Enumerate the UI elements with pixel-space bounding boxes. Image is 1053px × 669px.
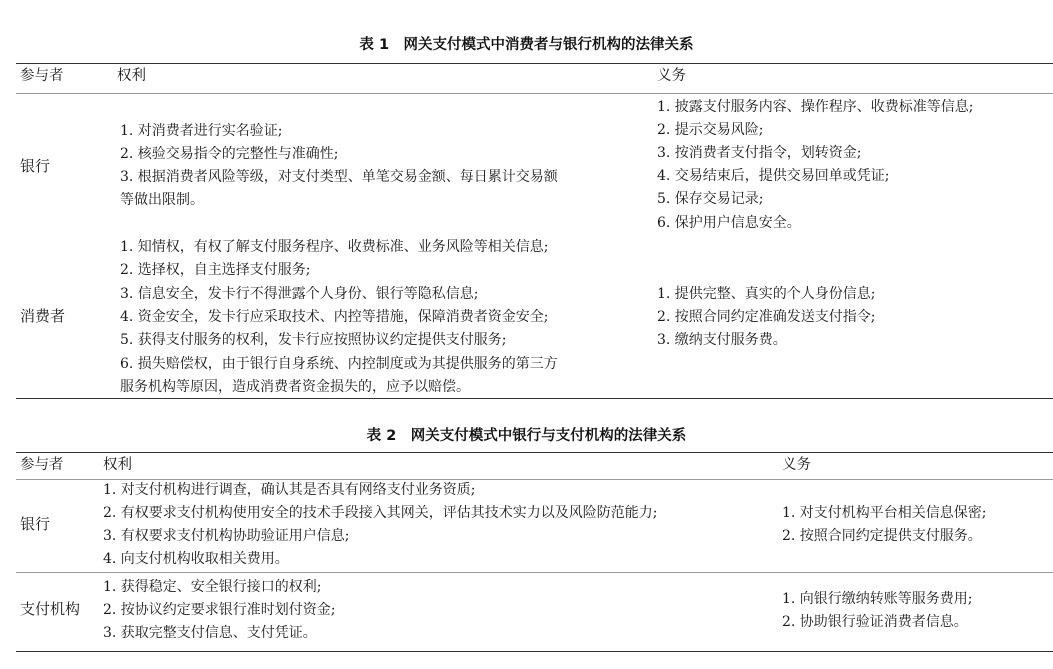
obligation-item: 2. 按照合同约定提供支付服务。 [782, 528, 982, 544]
rights-item: 2. 核验交易指令的完整性与准确性; [120, 146, 339, 162]
rights-item: 1. 获得稳定、安全银行接口的权利; [103, 579, 322, 595]
rights-item: 4. 资金安全，发卡行应采取技术、内控等措施，保障消费者资金安全; [120, 309, 549, 325]
rights-item: 3. 信息安全，发卡行不得泄露个人身份、银行等隐私信息; [120, 286, 479, 302]
rights-item: 2. 有权要求支付机构使用安全的技术手段接入其网关，评估其技术实力以及风险防范能力; [103, 505, 658, 521]
table-1-header-participant: 参与者 [20, 68, 64, 84]
rights-item: 4. 向支付机构收取相关费用。 [103, 551, 289, 567]
rights-item: 1. 对支付机构进行调查，确认其是否具有网络支付业务资质; [103, 482, 476, 498]
rights-item: 6. 损失赔偿权，由于银行自身系统、内控制度或为其提供服务的第三方 [120, 356, 558, 372]
participant-label: 银行 [20, 515, 51, 533]
obligation-item: 4. 交易结束后，提供交易回单或凭证; [657, 168, 890, 184]
obligation-item: 1. 向银行缴纳转账等服务费用; [782, 591, 973, 607]
rights-item: 3. 根据消费者风险等级，对支付类型、单笔交易金额、每日累计交易额 [120, 169, 558, 185]
rights-item: 1. 对消费者进行实名验证; [120, 123, 283, 139]
rights-item: 1. 知情权，有权了解支付服务程序、收费标准、业务风险等相关信息; [120, 239, 549, 255]
rights-item: 3. 获取完整支付信息、支付凭证。 [103, 625, 317, 641]
table-2-header-obligations: 义务 [782, 457, 811, 473]
table-2-header-participant: 参与者 [20, 457, 64, 473]
table-2-row-divider [16, 572, 1053, 573]
table-2-header-rights: 权利 [103, 457, 132, 473]
participant-label: 银行 [20, 157, 51, 175]
rights-item: 2. 选择权，自主选择支付服务; [120, 262, 311, 278]
obligation-item: 5. 保存交易记录; [657, 191, 764, 207]
table-1-bottom-rule [16, 398, 1053, 399]
table-2-top-rule [16, 452, 1053, 453]
obligation-item: 2. 提示交易风险; [657, 122, 764, 138]
participant-label: 支付机构 [20, 600, 81, 618]
obligation-item: 1. 对支付机构平台相关信息保密; [782, 505, 987, 521]
rights-item: 等做出限制。 [120, 192, 204, 208]
rights-item: 3. 有权要求支付机构协助验证用户信息; [103, 528, 350, 544]
rights-item: 2. 按协议约定要求银行准时划付资金; [103, 602, 336, 618]
table-1-header-rule [16, 93, 1053, 94]
table-1-header-rights: 权利 [117, 68, 146, 84]
obligation-item: 1. 提供完整、真实的个人身份信息; [657, 286, 876, 302]
table-1-top-rule [16, 63, 1053, 64]
obligation-item: 2. 协助银行验证消费者信息。 [782, 614, 968, 630]
rights-item: 5. 获得支付服务的权利，发卡行应按照协议约定提供支付服务; [120, 332, 507, 348]
obligation-item: 3. 缴纳支付服务费。 [657, 332, 787, 348]
participant-label: 消费者 [20, 307, 66, 325]
obligation-item: 6. 保护用户信息安全。 [657, 215, 801, 231]
table-2-caption: 表 2 网关支付模式中银行与支付机构的法律关系 [366, 428, 687, 444]
obligation-item: 3. 按消费者支付指令，划转资金; [657, 145, 862, 161]
table-1-caption: 表 1 网关支付模式中消费者与银行机构的法律关系 [359, 37, 694, 53]
table-2-bottom-rule [16, 651, 1053, 652]
obligation-item: 1. 披露支付服务内容、操作程序、收费标准等信息; [657, 99, 974, 115]
obligation-item: 2. 按照合同约定准确发送支付指令; [657, 309, 876, 325]
rights-item: 服务机构等原因，造成消费者资金损失的，应予以赔偿。 [120, 379, 470, 395]
table-1-header-obligations: 义务 [657, 68, 686, 84]
